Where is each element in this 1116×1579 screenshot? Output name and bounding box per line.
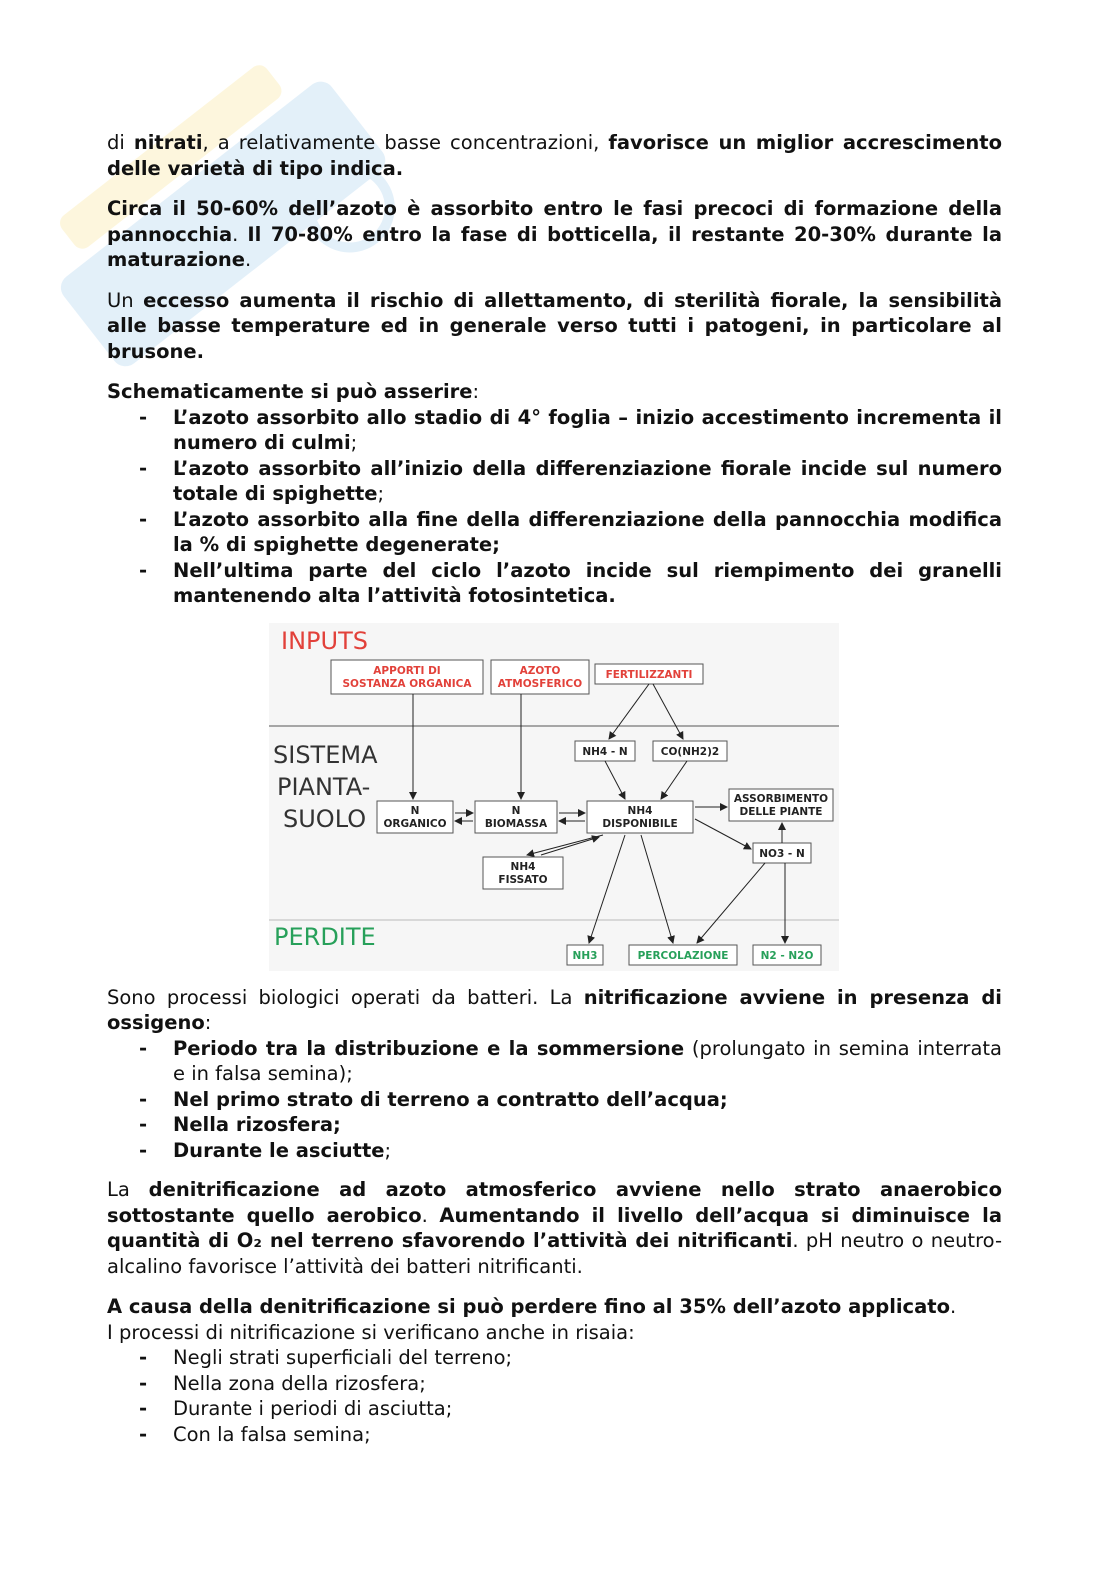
nitrogen-cycle-diagram: [269, 623, 839, 971]
svg-text:APPORTI DI: APPORTI DI: [373, 664, 441, 677]
svg-text:PERCOLAZIONE: PERCOLAZIONE: [637, 949, 729, 962]
list-item: - L’azoto assorbito alla fine della differenziazione della pannocchia modifica la % di spighette degenerate;: [139, 507, 1002, 556]
svg-text:FERTILIZZANTI: FERTILIZZANTI: [605, 668, 693, 681]
svg-text:N2 - N2O: N2 - N2O: [760, 949, 814, 962]
svg-text:NO3 - N: NO3 - N: [759, 847, 805, 860]
schema-intro: Schematicamente si può asserire:: [107, 380, 480, 403]
svg-text:N: N: [410, 804, 420, 817]
section-perdite: PERDITE: [274, 922, 376, 951]
paragraph-nitrificazione: Sono processi biologici operati da batteri. La nitrificazione avviene in presenza di ossigeno:: [107, 985, 1002, 1034]
nitrificazione-list: [107, 1036, 1002, 1164]
box-n2-n2o: [753, 945, 821, 965]
box-nh4-n: [575, 741, 635, 761]
svg-text:ASSORBIMENTO: ASSORBIMENTO: [733, 792, 829, 805]
schema-list: [107, 405, 1002, 609]
list-item: - Nella zona della rizosfera;: [139, 1371, 426, 1395]
section-pianta: PIANTA-: [277, 772, 371, 801]
box-co-nh2-2: [653, 741, 727, 761]
svg-text:NH3: NH3: [572, 949, 598, 962]
box-nh4-fissato: [483, 857, 563, 889]
paragraph-nitrati: di nitrati, a relativamente basse concentrazioni, favorisce un miglior accrescimento delle varietà di tipo indica.: [107, 131, 1003, 180]
list-item: - Nell’ultima parte del ciclo l’azoto incide sul riempimento dei granelli mantenendo alta l’attività fotosintetica.: [139, 558, 1002, 607]
section-sistema: SISTEMA: [273, 740, 378, 769]
list-item: - L’azoto assorbito allo stadio di 4° foglia – inizio accestimento incrementa il numero di culmi;: [139, 405, 1002, 454]
svg-text:NH4: NH4: [510, 860, 536, 873]
section-suolo: SUOLO: [283, 804, 367, 833]
svg-text:N: N: [511, 804, 521, 817]
box-apporti: [331, 660, 483, 694]
risaia-list: [107, 1345, 1002, 1447]
svg-text:DISPONIBILE: DISPONIBILE: [602, 817, 678, 830]
list-item: - Negli strati superficiali del terreno;: [139, 1346, 513, 1369]
box-assorbimento: [729, 789, 833, 821]
svg-text:FISSATO: FISSATO: [498, 873, 548, 886]
paragraph-assorbimento: Circa il 50-60% dell’azoto è assorbito entro le fasi precoci di formazione della pannocchia. Il 70-80% entro la fase di botticella, il restante 20-30% durante la maturazione.: [107, 197, 1002, 271]
box-nh4-disponibile: [587, 801, 693, 833]
section-inputs: INPUTS: [281, 626, 368, 655]
box-azoto-atmosferico: [491, 660, 589, 694]
box-no3-n: [753, 843, 811, 863]
svg-text:CO(NH2)2: CO(NH2)2: [660, 745, 720, 758]
list-item: - Nel primo strato di terreno a contratto dell’acqua;: [139, 1087, 728, 1111]
svg-text:AZOTO: AZOTO: [519, 664, 561, 677]
svg-text:ORGANICO: ORGANICO: [383, 817, 447, 830]
document-body: [107, 130, 1002, 1461]
paragraph-perdita: A causa della denitrificazione si può perdere fino al 35% dell’azoto applicato. I processi di nitrificazione si verificano anche in risaia:: [107, 1295, 957, 1344]
svg-text:BIOMASSA: BIOMASSA: [484, 817, 548, 830]
list-item: - Durante le asciutte;: [139, 1138, 392, 1162]
svg-text:DELLE PIANTE: DELLE PIANTE: [739, 805, 823, 818]
paragraph-eccesso: Un eccesso aumenta il rischio di allettamento, di sterilità fiorale, la sensibilità alle basse temperature ed in generale verso tutti i patogeni, in particolare al brusone.: [107, 288, 1002, 363]
box-fertilizzanti: [595, 664, 703, 684]
svg-text:NH4 - N: NH4 - N: [582, 745, 628, 758]
box-n-biomassa: [475, 801, 557, 833]
list-item: - Con la falsa semina;: [139, 1422, 371, 1446]
box-percolazione: [629, 945, 737, 965]
svg-text:ATMOSFERICO: ATMOSFERICO: [497, 677, 583, 690]
box-nh3: [567, 945, 603, 965]
list-item: - Durante i periodi di asciutta;: [139, 1397, 453, 1420]
svg-text:NH4: NH4: [627, 804, 653, 817]
box-n-organico: [377, 801, 453, 833]
list-item: - Nella rizosfera;: [139, 1113, 341, 1136]
svg-text:SOSTANZA ORGANICA: SOSTANZA ORGANICA: [342, 677, 472, 690]
paragraph-denitrificazione: La denitrificazione ad azoto atmosferico avviene nello strato anaerobico sottostante quello aerobico. Aumentando il livello dell’acqua si diminuisce la quantità di O₂ nel terreno sfavorendo l’attività dei nitrificanti. pH neutro o neutro-alcalino favorisce l’attività dei batteri nitrificanti.: [107, 1178, 1003, 1278]
list-item: - Periodo tra la distribuzione e la sommersione (prolungato in semina interrata e in falsa semina);: [139, 1036, 1002, 1085]
list-item: - L’azoto assorbito all’inizio della differenziazione fiorale incide sul numero totale di spighette;: [139, 456, 1002, 505]
